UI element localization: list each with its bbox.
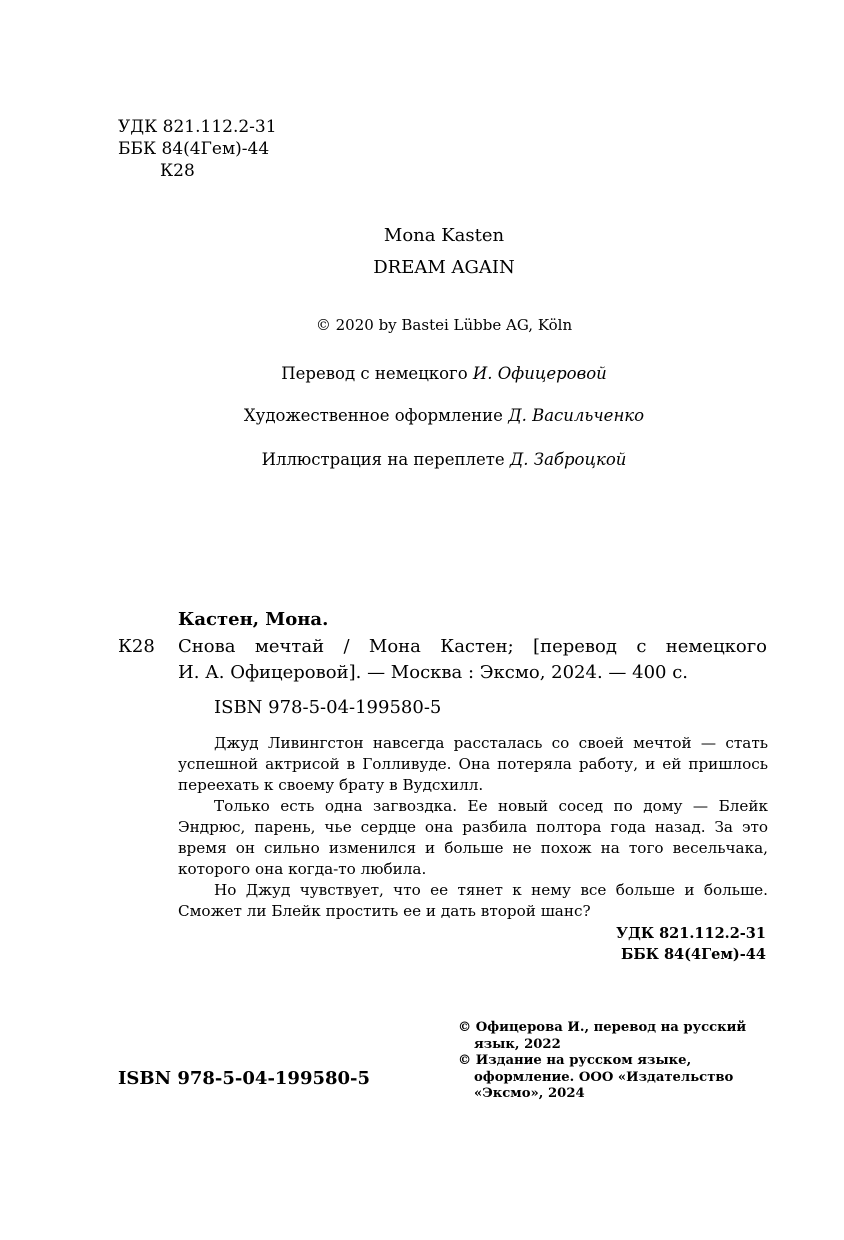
bbk-code-right: ББК 84(4Гем)-44 — [620, 946, 766, 963]
biblio-description-line2: И. А. Офицеровой]. — Москва : Эксмо, 2024. — 400 с. — [178, 662, 689, 683]
udk-code: УДК 821.112.2-31 — [118, 117, 277, 137]
original-copyright: © 2020 by Bastei Lübbe AG, Köln — [315, 316, 573, 334]
classification-right — [560, 923, 766, 965]
bbk-code: ББК 84(4Гем)-44 — [118, 139, 270, 159]
author-mark: К28 — [160, 161, 195, 181]
annotation-paragraph: Но Джуд чувствует, что ее тянет к нему все больше и больше. Сможет ли Блейк простить ее и дать второй шанс? — [178, 881, 768, 920]
classification-block — [118, 116, 277, 182]
original-author: Mona Kasten — [383, 225, 505, 246]
udk-code-right: УДК 821.112.2-31 — [616, 925, 766, 942]
credit-name: Д. Васильченко — [508, 406, 645, 425]
biblio-heading: Кастен, Мона. — [178, 609, 329, 630]
copyright-translation: © Офицерова И., перевод на русский язык, 2022 — [458, 1020, 747, 1052]
credit-label: Иллюстрация на переплете — [261, 450, 505, 469]
credit-label: Художественное оформление — [243, 406, 503, 425]
annotation — [178, 733, 768, 922]
credit-translation — [0, 364, 844, 383]
credit-label: Перевод с немецкого — [281, 364, 468, 383]
credit-name: И. Офицеровой — [472, 364, 607, 383]
original-title: DREAM AGAIN — [373, 257, 515, 278]
biblio-code: К28 — [118, 636, 155, 657]
annotation-paragraph: Только есть одна загвоздка. Ее новый сосед по дому — Блейк Эндрюс, парень, чье сердце она разбила полтора года назад. За это время он сильно изменился и больше не похож на того весельчака, которого она когда-то любила. — [178, 797, 768, 878]
biblio-isbn: ISBN 978-5-04-199580-5 — [214, 697, 442, 718]
credit-illustration — [0, 450, 844, 469]
copyright-edition: © Издание на русском языке, оформление. ООО «Издательство «Эксмо», 2024 — [458, 1053, 734, 1101]
credit-design — [0, 406, 844, 425]
biblio-description-line1: Снова мечтай / Мона Кастен; [перевод с немецкого — [178, 636, 767, 657]
isbn-bottom: ISBN 978-5-04-199580-5 — [118, 1068, 371, 1089]
credit-name: Д. Заброцкой — [509, 450, 627, 469]
annotation-paragraph: Джуд Ливингстон навсегда рассталась со своей мечтой — стать успешной актрисой в Голливуде. Она потеряла работу, и ей пришлось переехать к своему брату в Вудсхилл. — [178, 734, 768, 794]
copyright-notices — [458, 1020, 778, 1103]
